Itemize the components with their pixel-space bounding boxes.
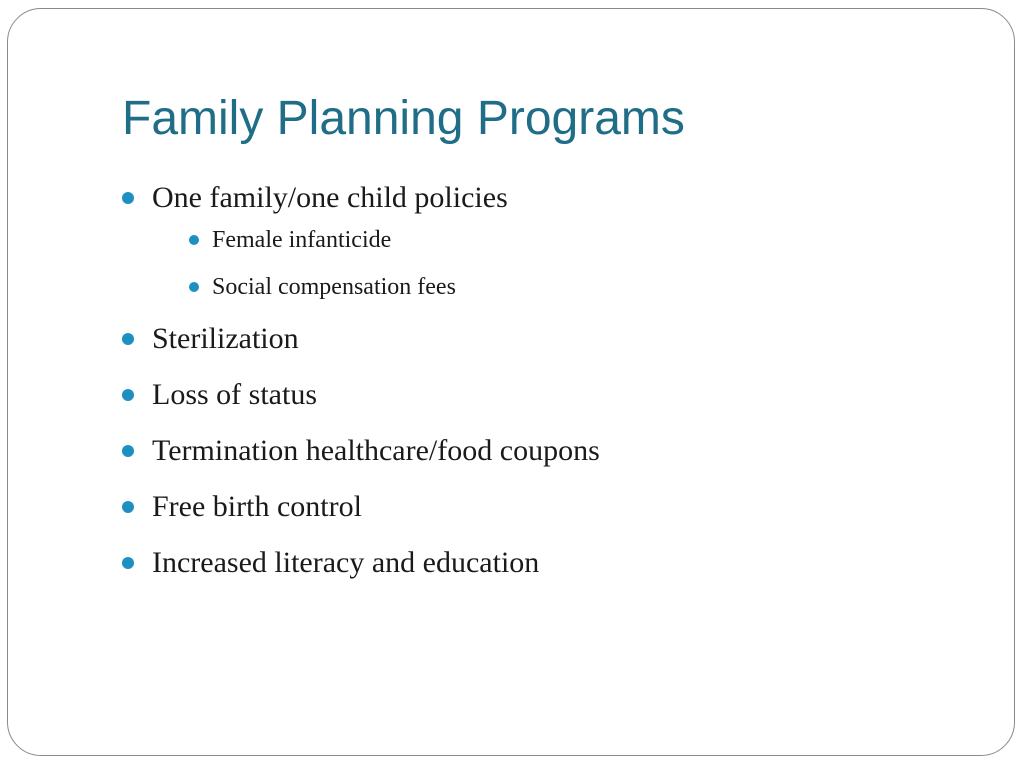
slide-title: Family Planning Programs xyxy=(122,92,685,145)
bullet-dot-icon xyxy=(122,333,134,345)
bullet-item xyxy=(122,318,982,360)
bullet-item xyxy=(122,486,982,528)
bullet-dot-icon xyxy=(122,192,134,204)
sub-bullet-text: Female infanticide xyxy=(212,227,392,253)
sub-bullet-dot-icon xyxy=(189,282,199,292)
bullet-item xyxy=(122,177,982,304)
sub-bullet-list xyxy=(152,223,982,304)
sub-bullet-text: Social compensation fees xyxy=(212,274,456,300)
bullet-dot-icon xyxy=(122,501,134,513)
bullet-list xyxy=(122,177,982,598)
bullet-dot-icon xyxy=(122,389,134,401)
sub-bullet-dot-icon xyxy=(189,235,199,245)
bullet-item xyxy=(122,374,982,416)
bullet-text: Sterilization xyxy=(152,322,299,355)
sub-bullet-item xyxy=(182,270,982,304)
bullet-text: Free birth control xyxy=(152,490,362,523)
bullet-item xyxy=(122,542,982,584)
bullet-text: Loss of status xyxy=(152,378,317,411)
sub-bullet-item xyxy=(182,223,982,257)
bullet-text: One family/one child policies xyxy=(152,181,508,214)
bullet-dot-icon xyxy=(122,557,134,569)
bullet-item xyxy=(122,430,982,472)
slide xyxy=(7,8,1015,756)
bullet-dot-icon xyxy=(122,445,134,457)
bullet-text: Increased literacy and education xyxy=(152,546,540,579)
bullet-text: Termination healthcare/food coupons xyxy=(152,434,600,467)
